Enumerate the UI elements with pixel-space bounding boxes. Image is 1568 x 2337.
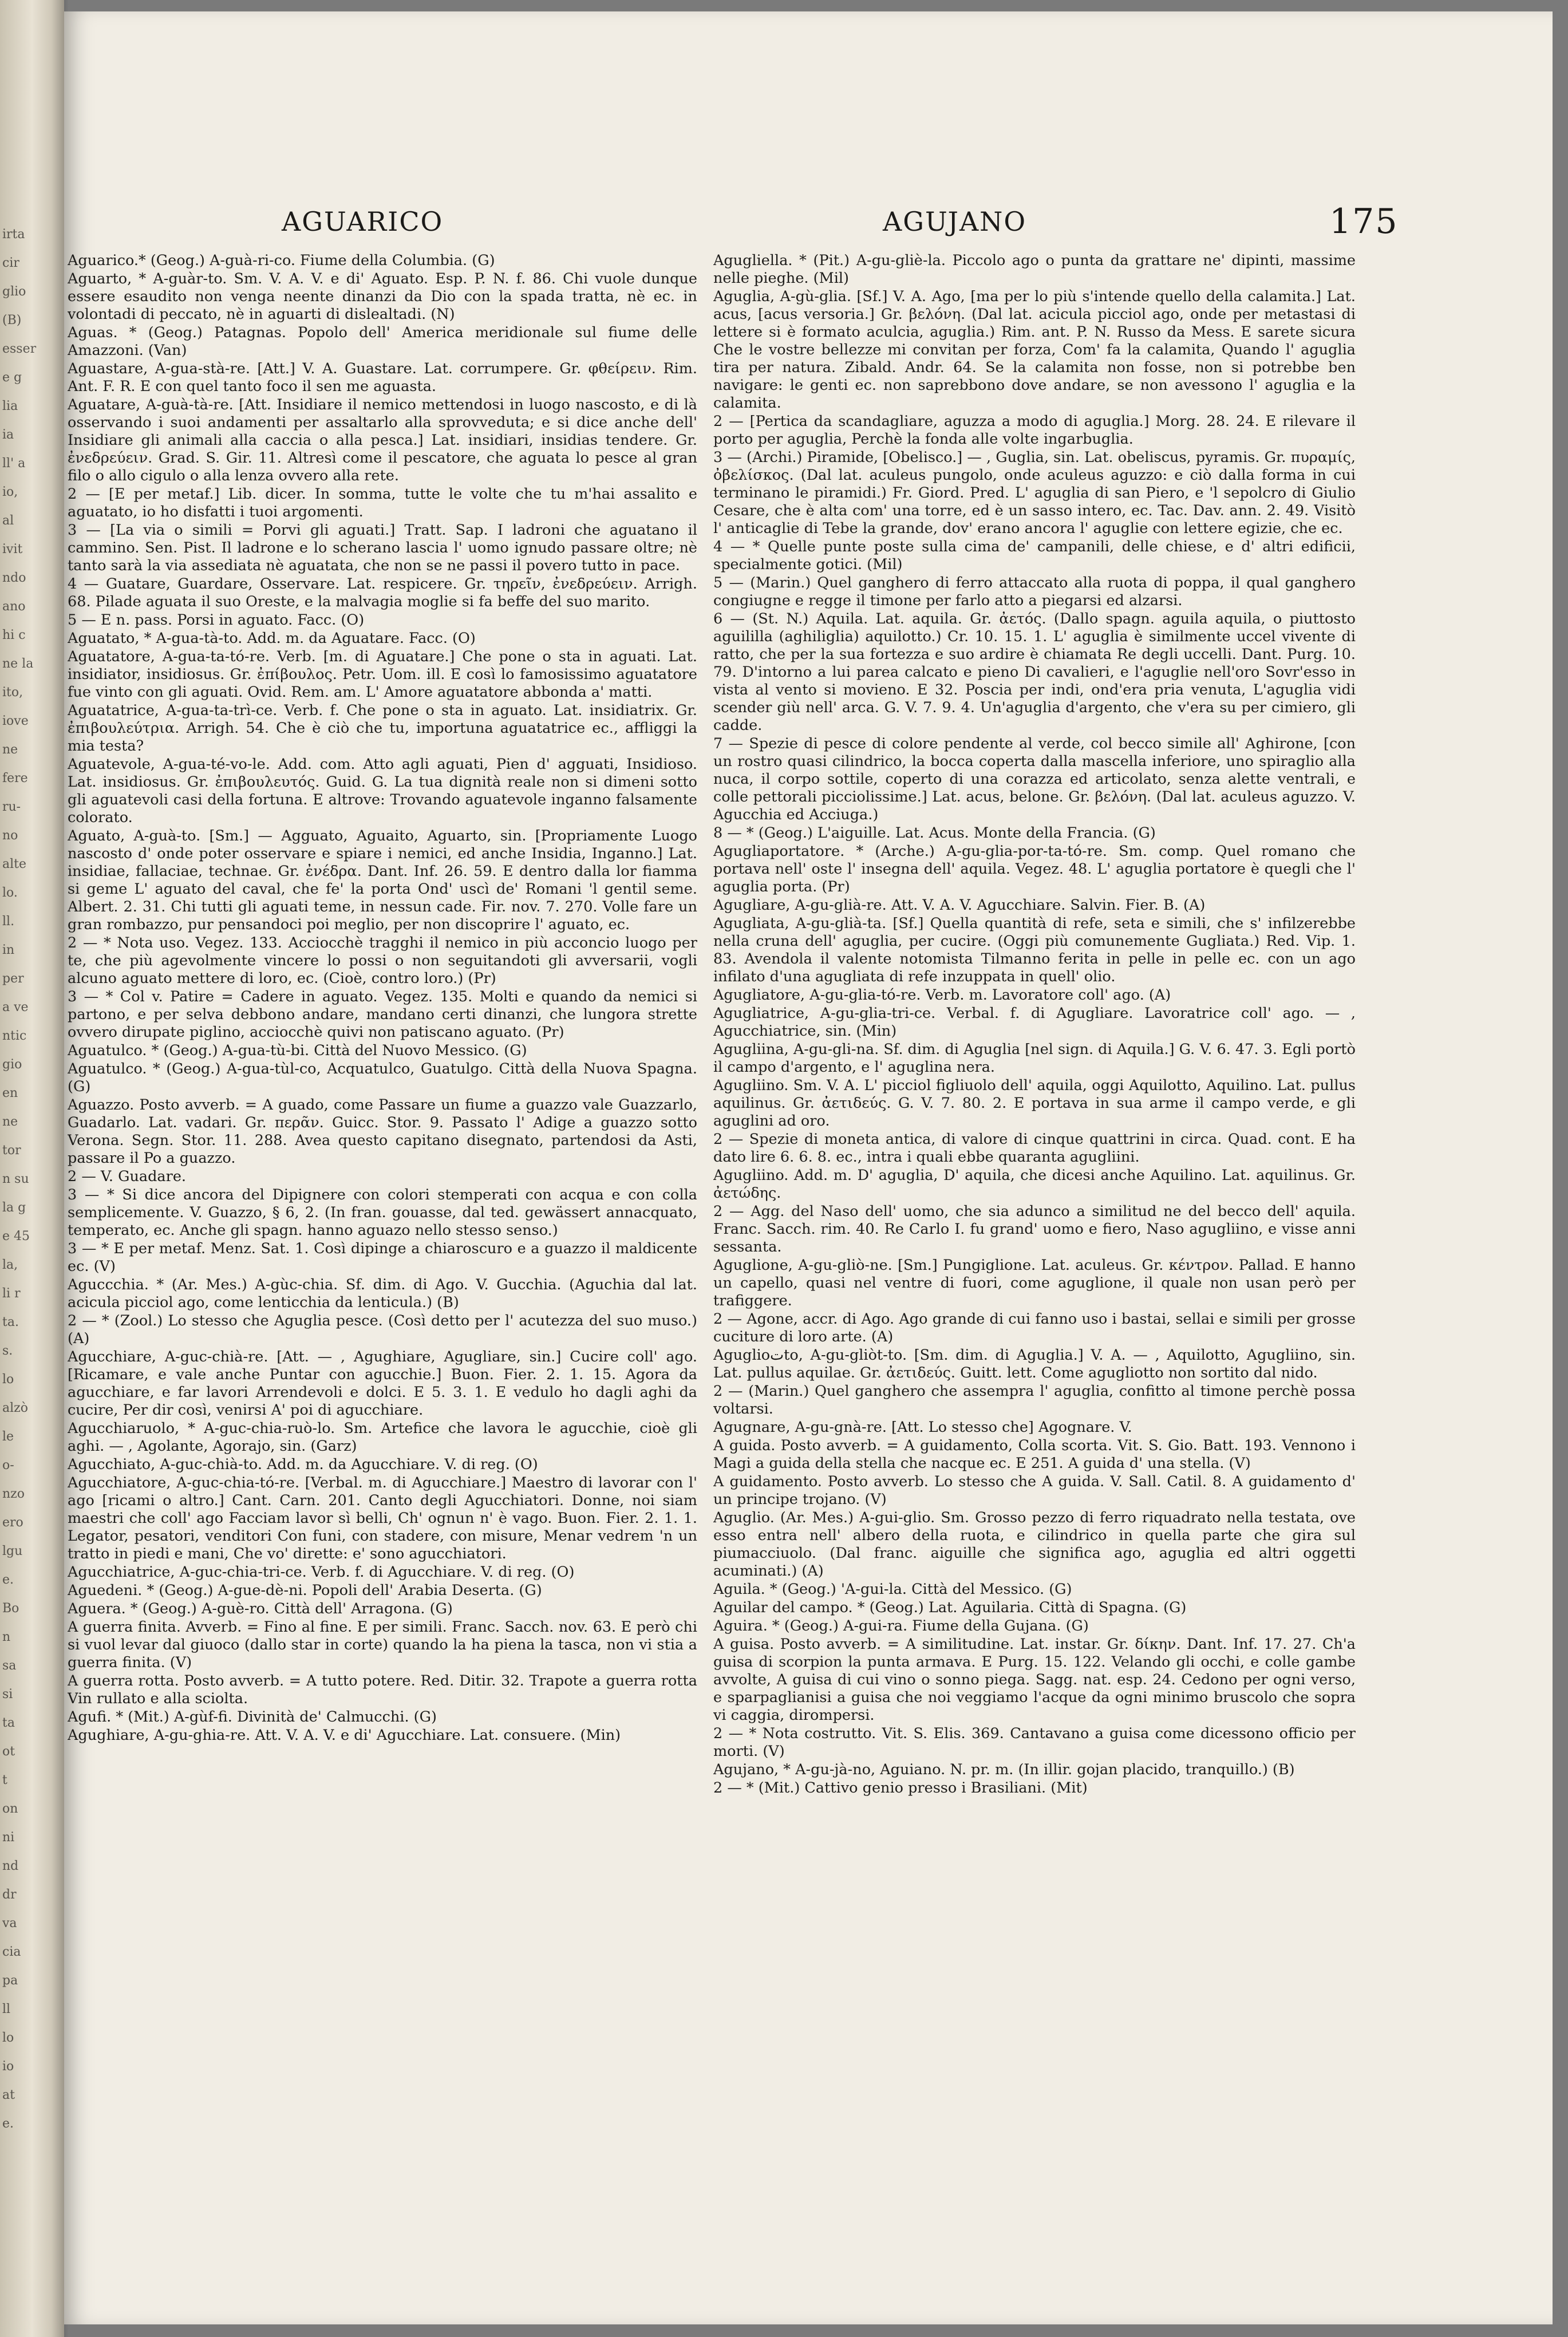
running-header <box>64 202 1553 246</box>
left-page-fragment: n su <box>2 1172 29 1186</box>
dictionary-entry: A guida. Posto avverb. = A guidamento, Colla scorta. Vit. S. Gio. Batt. 193. Vennono i Magi a guida della stella che nacque ec. E 251. A guida d' una stella. (V) <box>713 1437 1356 1472</box>
left-page-fragment: ne <box>2 1115 18 1129</box>
left-page-fragment: ta <box>2 1716 15 1730</box>
left-page-fragment: la g <box>2 1201 26 1215</box>
left-page-fragment: hi c <box>2 628 26 642</box>
dictionary-entry: Aguila. * (Geog.) 'A-gui-la. Città del Messico. (G) <box>713 1581 1072 1598</box>
dictionary-entry: 3 — * Col v. Patire = Cadere in aguato. Vegez. 135. Molti e quando da nemici si partono, e per selva debbono andare, mandano certi dinanzi, che lungora strette ovvero dirupate piglino, acciocchè quivi non patiscano aguato. (Pr) <box>68 988 697 1041</box>
left-page-fragment: esser <box>2 342 37 356</box>
left-page-fragment: lgu <box>2 1544 23 1558</box>
dictionary-entry: Aguatevole, A-gua-té-vo-le. Add. com. Atto agli aguati, Pien d' agguati, Insidioso. Lat. insidiosus. Gr. ἐπιβουλευτός. Guid. G. La tua dignità reale non si dimeni sotto gli aguatevoli casi della fortuna. E altrove: Trovando aguatevole inganno falsamente colorato. <box>68 756 697 826</box>
left-page-fragment: on <box>2 1802 18 1816</box>
dictionary-page <box>64 11 1553 2324</box>
left-page-fragment: ne <box>2 743 18 757</box>
dictionary-entry: 3 — (Archi.) Piramide, [Obelisco.] — , Guglia, sin. Lat. obeliscus, pyramis. Gr. πυραμίς, ὀβελίσκος. (Dal lat. aculeus pungolo, onde aculeus aguzzo: e ciò dalla forma in cui terminano le piramidi.) Fr. Giord. Pred. L' aguglia di san Piero, e 'l sepolcro di Giulio Cesare, che è alta com' una torre, ed è un sasso intero, ec. Tac. Dav. ann. 2. 49. Visitò l' anticaglie di Tebe la grande, dov' erano ancora l' aguglie con lettere egizie, che ec. <box>713 449 1356 537</box>
left-page-fragment: ru- <box>2 800 21 814</box>
dictionary-entry: Aguglio. (Ar. Mes.) A-gui-glio. Sm. Grosso pezzo di ferro riquadrato nella testata, ove esso entra nell' albero della ruota, e cilindrico in quella parte che gira sul piumacciuolo. (Dal franc. aiguille che significa ago, aguglia ed altri oggetti acuminati.) (A) <box>713 1509 1356 1580</box>
left-page-fragment: a ve <box>2 1000 29 1014</box>
left-page-fragment: lo <box>2 1372 14 1387</box>
dictionary-entry: 2 — [E per metaf.] Lib. dicer. In somma, tutte le volte che tu m'hai assalito e aguatato, io ho disfatti i tuoi argomenti. <box>68 485 697 520</box>
dictionary-entry: 2 — [Pertica da scandagliare, aguzza a modo di aguglia.] Morg. 28. 24. E rilevare il porto per aguglia, Perchè la fonda alle volte ingarbuglia. <box>713 413 1356 448</box>
dictionary-entry: Aguato, A-guà-to. [Sm.] — Agguato, Aguaito, Aguarto, sin. [Propriamente Luogo nascosto d' onde poter osservare e spiare i nemici, ed anche Insidia, Inganno.] Lat. insidiae, fallaciae, technae. Gr. ἐνέδρα. Dant. Inf. 26. 59. E dentro dalla lor fiamma si geme L' aguato del caval, che fe' la porta Ond' uscì de' Romani 'l gentil seme. Albert. 2. 31. Chi tutti gli aguati teme, in nessun cade. Fir. nov. 7. 270. Volle fare un gran rombazzo, pur pensandoci poi meglio, per non discoprire l' aguato, ec. <box>68 827 697 933</box>
left-page-fragment: si <box>2 1687 13 1702</box>
dictionary-entry: 2 — * (Zool.) Lo stesso che Aguglia pesce. (Così detto per l' acutezza del suo muso.) (A) <box>68 1312 697 1347</box>
left-page-fragment: at <box>2 2088 15 2102</box>
left-page-fragment: ot <box>2 1744 15 1759</box>
dictionary-entry: Aguatatore, A-gua-ta-tó-re. Verb. [m. di Aguatare.] Che pone o sta in aguati. Lat. insidiator, insidiosus. Gr. ἐπίβουλος. Petr. Uom. ill. E così lo famosissimo aguatatore fue vinto con gli aguati. Ovid. Rem. am. L' Amore aguatatore abbonda a' matti. <box>68 648 697 701</box>
page-number: 175 <box>1329 202 1399 242</box>
dictionary-entry: Aguccchia. * (Ar. Mes.) A-gùc-chia. Sf. dim. di Ago. V. Gucchia. (Aguchia dal lat. acicula picciol ago, come lenticchia da lenticula.) (B) <box>68 1276 697 1311</box>
dictionary-entry: Aguera. * (Geog.) A-guè-ro. Città dell' Arragona. (G) <box>68 1600 453 1617</box>
dictionary-entry: Agugliina, A-gu-gli-na. Sf. dim. di Aguglia [nel sign. di Aquila.] G. V. 6. 47. 3. Egli portò il campo d'argento, e l' aguglina nera. <box>713 1041 1356 1076</box>
dictionary-entry: Agucchiare, A-guc-chià-re. [Att. — , Agughiare, Agugliare, sin.] Cucire coll' ago. [Ricamare, e vale anche Puntar con agucchie.] Buon. Fier. 2. 1. 15. Agora da agucchiare, e far lavori Arrendevoli e dolci. E 5. 3. 1. E vedulo ho dagli aghi da cucire, Per dir così, venirsi A' poi di agucchiare. <box>68 1348 697 1419</box>
dictionary-entry: Agugliella. * (Pit.) A-gu-gliè-la. Piccolo ago o punta da grattare ne' dipinti, massime nelle pieghe. (Mil) <box>713 252 1356 287</box>
left-page-fragment: en <box>2 1086 18 1100</box>
left-page-fragment: sa <box>2 1659 17 1673</box>
left-page-fragment: li r <box>2 1286 21 1301</box>
left-page-fragment: ll <box>2 2002 11 2016</box>
left-page-fragment: ito, <box>2 685 23 700</box>
dictionary-entry: A guerra finita. Avverb. = Fino al fine. E per simili. Franc. Sacch. nov. 63. E però chi si vuol levar dal giuoco (dallo star in corte) quando la ha piena la tasca, non vi stia a guerra finita. (V) <box>68 1618 697 1671</box>
dictionary-entry: 3 — * Si dice ancora del Dipignere con colori stemperati con acqua e con colla semplicemente. V. Guazzo, § 6, 2. (In fran. gouasse, dal ted. gewässert annacquato, temperato, ec. Anche gli spagn. hanno aguazo nello stesso senso.) <box>68 1186 697 1239</box>
left-page-fragment: lo <box>2 2031 14 2045</box>
dictionary-entry: 2 — Agone, accr. di Ago. Ago grande di cui fanno uso i bastai, sellai e simili per grosse cuciture di loro arte. (A) <box>713 1310 1356 1345</box>
dictionary-entry: Aguglioتto, A-gu-gliòt-to. [Sm. dim. di Aguglia.] V. A. — , Aquilotto, Agugliino, sin. Lat. pullus aquilae. Gr. ἀετιδεύς. Guitt. lett. Come agugliotto non sortito dal nido. <box>713 1347 1356 1381</box>
left-column <box>68 252 697 2290</box>
dictionary-entry: 2 — (Marin.) Quel ganghero che assempra l' aguglia, confitto al timone perchè possa voltarsi. <box>713 1383 1356 1418</box>
left-page-fragment: o- <box>2 1458 14 1473</box>
left-page-fragment: al <box>2 514 14 528</box>
dictionary-entry: 2 — Spezie di moneta antica, di valore di cinque quattrini in circa. Quad. cont. E ha dato lire 6. 6. 8. ec., intra i quali ebbe quaranta agugliini. <box>713 1131 1356 1166</box>
dictionary-entry: Aguarto, * A-guàr-to. Sm. V. A. V. e di' Aguato. Esp. P. N. f. 86. Chi vuole dunque essere esaudito non venga neente dinanzi da Dio con la spada tratta, nè ec. in volontadi di peccato, nè in aguarti di dislealtadi. (N) <box>68 270 697 323</box>
left-page-fragment: no <box>2 828 18 843</box>
left-page-fragment: ano <box>2 599 26 614</box>
dictionary-entry: Agucchiatrice, A-guc-chia-tri-ce. Verb. f. di Agucchiare. V. di reg. (O) <box>68 1564 575 1581</box>
dictionary-entry: 7 — Spezie di pesce di colore pendente al verde, col becco simile all' Aghirone, [con un rostro quasi cilindrico, la bocca coperta dalla mascella inferiore, uno spiraglio alla nuca, il corpo sottile, coperto di una corazza ed articolato, senza alette ventrali, e colle pettorali picciolissime.] Lat. acus, belone. Gr. βελόνη. (Dal lat. aculeus aguzzo. V. Agucchia ed Acciuga.) <box>713 735 1356 823</box>
left-page-fragment: glio <box>2 285 26 299</box>
left-page-fragment: cir <box>2 256 19 270</box>
dictionary-entry: Agugliino. Sm. V. A. L' picciol figliuolo dell' aquila, oggi Aquilotto, Aquilino. Lat. pullus aquilinus. Gr. ἀετιδεύς. G. V. 7. 80. 2. E portava in sua arme il campo verde, e gli aguglini ad oro. <box>713 1077 1356 1130</box>
left-page-fragment: n <box>2 1630 11 1644</box>
dictionary-entry: 2 — * (Mit.) Cattivo genio presso i Brasiliani. (Mit) <box>713 1779 1088 1797</box>
dictionary-entry: Aguazzo. Posto avverb. = A guado, come Passare un fiume a guazzo vale Guazzarlo, Guadarlo. Lat. vadari. Gr. περᾶν. Guicc. Stor. 9. Passato l' Adige a guazzo sotto Verona. Segn. Stor. 11. 288. Avea questo capitano disegnato, partendosi da Asti, passare il Po a guazzo. <box>68 1096 697 1167</box>
left-page-fragment: iove <box>2 714 29 728</box>
header-right-word: AGUJANO <box>883 206 1027 237</box>
left-page-fragment: alte <box>2 857 27 871</box>
left-page-fragment: io, <box>2 485 18 499</box>
left-page-fragment: e 45 <box>2 1229 30 1243</box>
dictionary-entry: Agucchiaruolo, * A-guc-chia-ruò-lo. Sm. Artefice che lavora le agucchie, cioè gli aghi. — , Agolante, Agorajo, sin. (Garz) <box>68 1420 697 1455</box>
left-page-fragment: e. <box>2 2117 14 2131</box>
dictionary-entry: 6 — (St. N.) Aquila. Lat. aquila. Gr. ἀετός. (Dallo spagn. aguila aquila, o piuttosto aguililla (aghiliglia) aquilotto.) Cr. 10. 15. 1. L' aguglia è similmente uccel vivente di ratto, che per la sua fortezza e suo ardire è chiamata Re degli uccelli. Dant. Purg. 10. 79. D'intorno a lui parea calcato e pieno Di cavalieri, e l'aguglie nell'oro Sovr'esso in vista al vento si movieno. E 32. Poscia per indi, ond'era pria venuta, L'aguglia vidi scender giù nell' arca. G. V. 7. 9. 4. Un'aguglia d'argento, che v'era su per cimiero, gli cadde. <box>713 610 1356 734</box>
left-page-fragment: ndo <box>2 571 26 585</box>
left-page-fragment: cia <box>2 1945 21 1959</box>
left-page-fragment: le <box>2 1430 14 1444</box>
left-page-fragment: io <box>2 2059 14 2074</box>
dictionary-entry: Agufi. * (Mit.) A-gùf-fi. Divinità de' Calmucchi. (G) <box>68 1708 437 1726</box>
left-page-fragment: ero <box>2 1515 23 1530</box>
left-page-fragment: ivit <box>2 542 23 556</box>
dictionary-entry: Aguatatrice, A-gua-ta-trì-ce. Verb. f. Che pone o sta in aguato. Lat. insidiatrix. Gr. ἐπιβουλεύτρια. Arrigh. 54. Che è ciò che tu, importuna aguatatrice ec., affliggi la mia testa? <box>68 702 697 755</box>
dictionary-entry: 2 — * Nota costrutto. Vit. S. Elis. 369. Cantavano a guisa come dicessono officio per morti. (V) <box>713 1725 1356 1760</box>
dictionary-entry: 3 — * E per metaf. Menz. Sat. 1. Così dipinge a chiaroscuro e a guazzo il maldicente ec. (V) <box>68 1240 697 1275</box>
dictionary-entry: Agugliino. Add. m. D' aguglia, D' aquila, che dicesi anche Aquilino. Lat. aquilinus. Gr. ἀετώδης. <box>713 1167 1356 1202</box>
left-page-fragment: la, <box>2 1258 18 1272</box>
left-page-fragment: s. <box>2 1344 13 1358</box>
left-page-fragment: tor <box>2 1143 21 1158</box>
dictionary-entry: Aguira. * (Geog.) A-gui-ra. Fiume della Gujana. (G) <box>713 1617 1089 1635</box>
dictionary-entry: Aguedeni. * (Geog.) A-gue-dè-ni. Popoli dell' Arabia Deserta. (G) <box>68 1582 542 1599</box>
left-page-fragment: Bo <box>2 1601 19 1616</box>
dictionary-entry: Agugliatore, A-gu-glia-tó-re. Verb. m. Lavoratore coll' ago. (A) <box>713 986 1171 1004</box>
left-page-fragment: gio <box>2 1057 22 1072</box>
dictionary-entry: Aguatulco. * (Geog.) A-gua-tùl-co, Acquatulco, Guatulgo. Città della Nuova Spagna. (G) <box>68 1060 697 1095</box>
left-page-fragment: nzo <box>2 1487 25 1501</box>
dictionary-entry: Aguas. * (Geog.) Patagnas. Popolo dell' America meridionale sul fiume delle Amazzoni. (Van) <box>68 324 697 359</box>
dictionary-entry: 2 — * Nota uso. Vegez. 133. Acciocchè tragghi il nemico in più acconcio luogo per te, che più agevolmente vincere lo possi o non seguitandoti gli avversarii, vogli alcuno aguato mettere di loro, ec. (Cioè, contro loro.) (Pr) <box>68 934 697 987</box>
left-page-fragment: e. <box>2 1573 14 1587</box>
dictionary-entry: 4 — * Quelle punte poste sulla cima de' campanili, delle chiese, e d' altri edificii, specialmente gotici. (Mil) <box>713 538 1356 573</box>
dictionary-entry: 2 — Agg. del Naso dell' uomo, che sia adunco a similitud ne del becco dell' aquila. Franc. Sacch. rim. 40. Re Carlo I. fu grand' uomo e fiero, Naso agugliino, e visse anni sessanta. <box>713 1203 1356 1256</box>
dictionary-entry: Aguarico.* (Geog.) A-guà-ri-co. Fiume della Columbia. (G) <box>68 252 495 269</box>
left-page-fragment: ne la <box>2 657 34 671</box>
dictionary-entry: A guidamento. Posto avverb. Lo stesso che A guida. V. Sall. Catil. 8. A guidamento d' un principe trojano. (V) <box>713 1473 1356 1508</box>
left-page-fragment: ntic <box>2 1029 27 1043</box>
left-page-fragment: ta. <box>2 1315 19 1329</box>
dictionary-entry: Agugliatrice, A-gu-glia-tri-ce. Verbal. f. di Agugliare. Lavoratrice coll' ago. — , Agucchiatrice, sin. (Min) <box>713 1005 1356 1040</box>
dictionary-entry: Agujano, * A-gu-jà-no, Aguiano. N. pr. m. (In illir. gojan placido, tranquillo.) (B) <box>713 1761 1295 1778</box>
dictionary-entry: Agughiare, A-gu-ghia-re. Att. V. A. V. e di' Agucchiare. Lat. consuere. (Min) <box>68 1727 621 1744</box>
left-page-fragment: per <box>2 972 24 986</box>
left-page-fragment: ni <box>2 1830 15 1845</box>
dictionary-entry: 4 — Guatare, Guardare, Osservare. Lat. respicere. Gr. τηρεῖν, ἐνεδρεύειν. Arrigh. 68. Pilade aguata il suo Oreste, e la malvagia moglie si fa beffe del suo marito. <box>68 575 697 610</box>
left-page-fragment: va <box>2 1916 17 1931</box>
left-page-fragment: e g <box>2 370 22 385</box>
dictionary-entry: Agugliaportatore. * (Arche.) A-gu-glia-por-ta-tó-re. Sm. comp. Quel romano che portava nell' oste l' insegna dell' aquila. Vegez. 48. L' aguglia portatore è quegli che l' aguglia porta. (Pr) <box>713 843 1356 895</box>
dictionary-entry: Agucchiatore, A-guc-chia-tó-re. [Verbal. m. di Agucchiare.] Maestro di lavorar con l' ago [ricami o altro.] Cant. Carn. 201. Canto degli Agucchiatori. Donne, noi siam maestri che coll' ago Facciam lavor sì belli, Ch' ognun n' è vago. Buon. Fier. 2. 1. 1. Legator, pesatori, venditori Con funi, con stadere, con misure, Menar vedrem 'n un tratto in piedi e mani, Che vo' dirette: e' sono agucchiatori. <box>68 1474 697 1562</box>
dictionary-entry: Aguastare, A-gua-stà-re. [Att.] V. A. Guastare. Lat. corrumpere. Gr. φθείρειν. Rim. Ant. F. R. E con quel tanto foco il sen me aguasta. <box>68 360 697 395</box>
dictionary-entry: Aguatulco. * (Geog.) A-gua-tù-bi. Città del Nuovo Messico. (G) <box>68 1042 527 1059</box>
left-page-fragment: alzò <box>2 1401 28 1415</box>
left-page-fragment: in <box>2 943 15 957</box>
dictionary-entry: Agucchiato, A-guc-chià-to. Add. m. da Agucchiare. V. di reg. (O) <box>68 1456 538 1473</box>
dictionary-entry: Agugliare, A-gu-glià-re. Att. V. A. V. Agucchiare. Salvin. Fier. B. (A) <box>713 897 1206 914</box>
left-page-fragment: ll. <box>2 914 15 929</box>
dictionary-entry: Aguatare, A-guà-tà-re. [Att. Insidiare il nemico mettendosi in luogo nascosto, e di là osservando i suoi andamenti per assaltarlo alla sprovveduta; e si dice anche dell' Insidiare gli animali alla caccia o alla pesca.] Lat. insidiari, insidias tendere. Gr. ἐνεδρεύειν. Grad. S. Gir. 11. Altresì come il pescatore, che aguata lo pesce al gran filo o allo cigulo o alla lenza ovvero alla rete. <box>68 396 697 484</box>
dictionary-entry: 3 — [La via o simili = Porvi gli aguati.] Tratt. Sap. I ladroni che aguatano il cammino. Sen. Pist. Il ladrone e lo scherano lascia l' uomo ignudo passare oltre; nè tanto sarà la via assediata nè aguatata, che non se ne passi il povero tutto in pace. <box>68 522 697 574</box>
dictionary-entry: 8 — * (Geog.) L'aiguille. Lat. Acus. Monte della Francia. (G) <box>713 824 1156 842</box>
right-column <box>713 252 1356 2290</box>
left-page-fragment: t <box>2 1773 7 1787</box>
dictionary-entry: A guerra rotta. Posto avverb. = A tutto potere. Red. Ditir. 32. Trapote a guerra rotta Vin rullato e alla sciolta. <box>68 1672 697 1707</box>
dictionary-entry: Aguatato, * A-gua-tà-to. Add. m. da Aguatare. Facc. (O) <box>68 630 476 647</box>
dictionary-entry: Aguglione, A-gu-gliò-ne. [Sm.] Pungiglione. Lat. aculeus. Gr. κέντρον. Pallad. E hanno un capello, quasi nel ventre di fuori, come aguglione, il quale non usan però per trafiggere. <box>713 1257 1356 1309</box>
dictionary-entry: Aguilar del campo. * (Geog.) Lat. Aguilaria. Città di Spagna. (G) <box>713 1599 1187 1616</box>
left-page-fragment: pa <box>2 1973 18 1988</box>
dictionary-entry: 5 — E n. pass. Porsi in aguato. Facc. (O) <box>68 611 365 629</box>
dictionary-entry: Agugnare, A-gu-gnà-re. [Att. Lo stesso che] Agognare. V. <box>713 1419 1132 1436</box>
dictionary-entry: 2 — V. Guadare. <box>68 1168 187 1185</box>
dictionary-entry: 5 — (Marin.) Quel ganghero di ferro attaccato alla ruota di poppa, il qual ganghero congiugne e regge il timone per farlo atto a piegarsi ed alzarsi. <box>713 574 1356 609</box>
header-left-word: AGUARICO <box>282 206 444 237</box>
left-page-fragment: lia <box>2 399 18 413</box>
left-page-fragment: lo. <box>2 886 18 900</box>
left-page-fragment: irta <box>2 227 25 242</box>
dictionary-entry: Aguglia, A-gù-glia. [Sf.] V. A. Ago, [ma per lo più s'intende quello della calamita.] Lat. acus, [acus versoria.] Gr. βελόνη. (Dal lat. acicula picciol ago, onde per metastasi di lettere si è formato aculcia, aguglia.) Rim. ant. P. N. Russo da Mess. E sarete sicura Che le vostre bellezze mi convitan per forza, Com' fa la calamita, Quando l' aguglia tira per natura. Zibald. Andr. 64. Se la calamita non fosse, non si potrebbe ben navigare: le genti ec. non saprebbono dove andare, se non avessono l' aguglia e la calamita. <box>713 288 1356 412</box>
left-page-fragment: ll' a <box>2 456 26 471</box>
dictionary-entry: A guisa. Posto avverb. = A similitudine. Lat. instar. Gr. δίκην. Dant. Inf. 17. 27. Ch'a guisa di scorpion la punta armava. E Purg. 15. 122. Velando gli occhi, e colle gambe avvolte, A guisa di cui vino o sonno piega. Sagg. nat. esp. 24. Cedono per ogni verso, e sparpaglianisi a guisa che noi veggiamo l'acque da ogni minimo bruscolo che sopra vi caggia, dirompersi. <box>713 1636 1356 1724</box>
dictionary-entry: Agugliata, A-gu-glià-ta. [Sf.] Quella quantità di refe, seta e simili, che s' infilzerebbe nella cruna dell' aguglia, per cucire. (Oggi più comunemente Gugliata.) Red. Vip. 1. 83. Avendola il valente notomista Tilmanno ferita in pelle in pelle ec. con un ago infilato d'una agugliata di refe inzuppata in quell' olio. <box>713 915 1356 985</box>
left-page-fragment: nd <box>2 1859 19 1873</box>
left-page-fragment: ia <box>2 428 14 442</box>
left-page-fragment: (B) <box>2 313 22 327</box>
left-page-fragment: dr <box>2 1888 17 1902</box>
left-page-edge <box>0 0 64 2337</box>
left-page-fragment: fere <box>2 771 28 785</box>
